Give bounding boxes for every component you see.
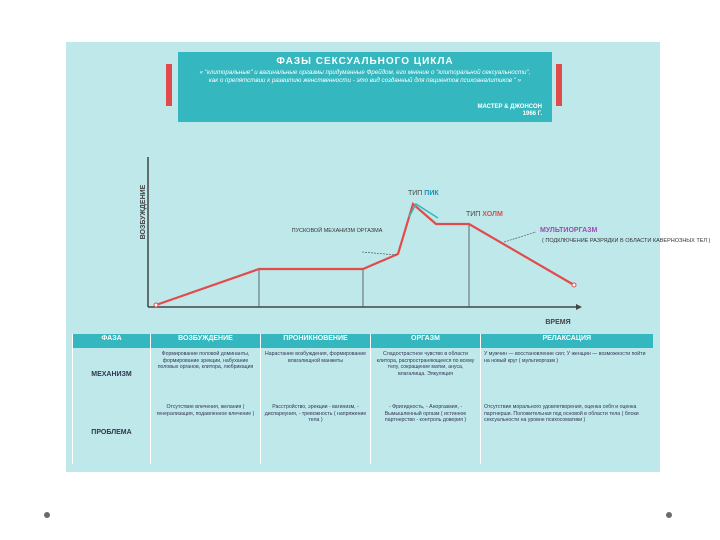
end-point — [572, 283, 576, 287]
table-cell: Расстройство, эрекции - вагинизм, - диспареуния, - тревожность ( напряжение тела ) — [261, 401, 371, 464]
table-header: РЕЛАКСАЦИЯ — [481, 334, 653, 348]
trigger-label-text: ПУСКОВОЙ МЕХАНИЗМ ОРГАЗМА — [291, 228, 383, 234]
table-cell: Нарастание возбуждения, формирование влагалищной манжеты — [261, 348, 371, 401]
row-label: МЕХАНИЗМ — [73, 348, 151, 401]
multi-note — [542, 238, 711, 244]
x-axis-arrow — [576, 304, 582, 310]
multi-pointer — [504, 232, 536, 242]
table-header: ВОЗБУЖДЕНИЕ — [151, 334, 261, 348]
row-label: ПРОБЛЕМА — [73, 401, 151, 464]
author-year: 1966 Г. — [522, 111, 542, 117]
hill-label-type: ТИП — [466, 211, 481, 218]
slide-dot-right — [666, 512, 672, 518]
author-name: МАСТЕР & ДЖОНСОН — [477, 104, 542, 110]
table-row — [73, 348, 653, 401]
multi-note-text: ( ПОДКЛЮЧЕНИЕ РАЗРЯДКИ В ОБЛАСТИ КАВЕРНОЗНЫХ ТЕЛ ) — [542, 238, 711, 244]
poster — [66, 42, 711, 472]
trigger-pointer — [362, 252, 396, 255]
phase-table — [72, 334, 653, 464]
multi-label: МУЛЬТИОРГАЗМ — [540, 227, 598, 234]
table-cell: Отсутствие влечения, желания ( генерализация, подавленное влечение ) — [151, 401, 261, 464]
trigger-label — [292, 226, 383, 234]
table-header: ПРОНИКНОВЕНИЕ — [261, 334, 371, 348]
slide-dot-left — [44, 512, 50, 518]
y-axis-label: ВОЗБУЖДЕНИЕ — [140, 184, 147, 240]
table-cell: - Фригидность, - Аноргазмия, - Вымышленный оргазм ( истинное партнерство - контроль доверия ) — [371, 401, 481, 464]
poster-title: ФАЗЫ СЕКСУАЛЬНОГО ЦИКЛА — [276, 56, 454, 67]
table-cell: Формирование половой доминанты, формирование эрекции, набухание половых органов, клитора, любрикация — [151, 348, 261, 401]
hill-label-word: ХОЛМ — [482, 211, 503, 218]
table-cell: У мужчин — восстановление сил; У женщин — возможности пойти на новый круг ( мультиоргазм ) — [481, 348, 653, 401]
table-cell: Отсутствие морального удовлетворения, оценка себя и оценка партнерши. Положительная под основой в области тела ( блоки сексуальности на уровне психосоматики ) — [481, 401, 653, 464]
hill-label — [466, 211, 503, 218]
peak-label-word: ПИК — [424, 190, 439, 197]
table-cell: Сладострастное чувство в области клитора, распространяющееся по всему телу, сокращение матки, ануса, влагалища. Эякуляция — [371, 348, 481, 401]
arousal-curve — [156, 204, 574, 305]
table-header: ФАЗА — [73, 334, 151, 348]
x-axis-label: ВРЕМЯ — [545, 319, 571, 326]
table-row — [73, 401, 653, 464]
peak-label-type: ТИП — [408, 190, 423, 197]
cycle-chart — [66, 42, 711, 332]
table-header-row — [73, 334, 653, 348]
poster-quote: « "клиторальные" и вагинальные оргазмы придуманные Фрейдом, его мнение о "клиторальной сексуальности", как о препятствии к развитию женственности - это вид созданный для пациентов психоаналитиков " » — [199, 69, 531, 84]
start-point — [154, 303, 158, 307]
table-header: ОРГАЗМ — [371, 334, 481, 348]
peak-label — [408, 190, 439, 197]
